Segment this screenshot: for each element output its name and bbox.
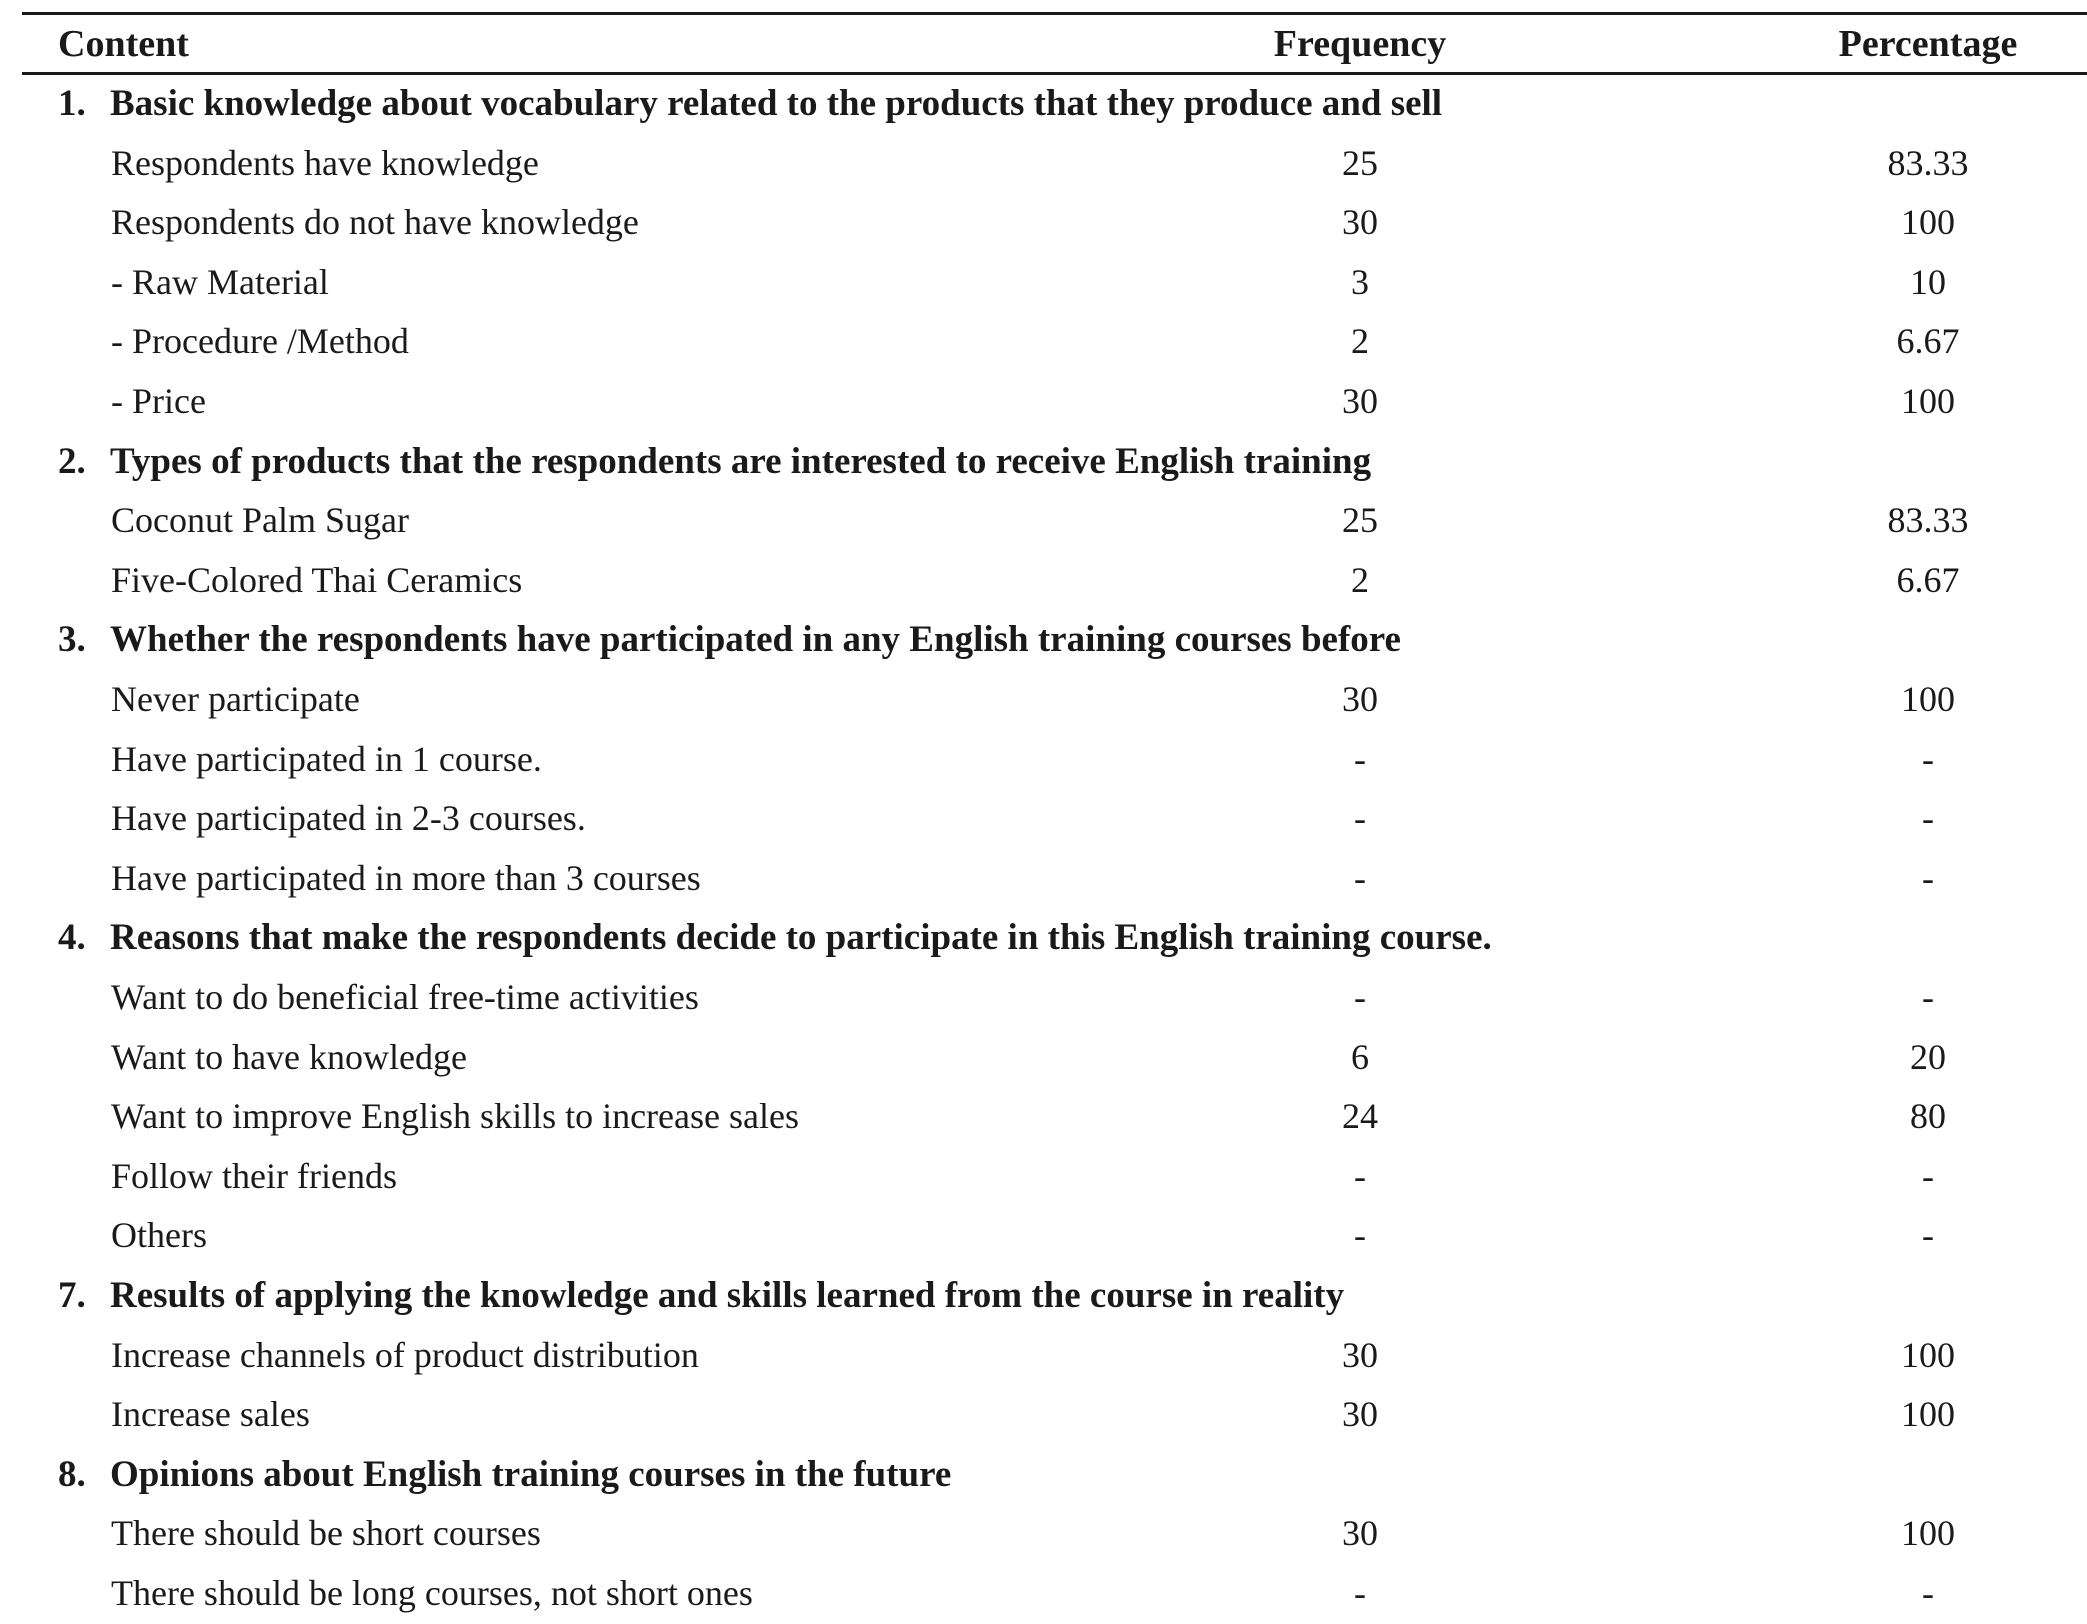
frequency-value: -	[1354, 857, 1366, 898]
table-row	[0, 1147, 2087, 1207]
frequency-value: 30	[1342, 679, 1378, 719]
section-heading	[58, 74, 1442, 134]
frequency-cell	[1351, 551, 1378, 611]
row-label: There should be long courses, not short ones	[111, 1573, 753, 1613]
percentage-value: -	[1922, 798, 1934, 839]
percentage-value: 6.67	[1896, 559, 1960, 600]
frequency-cell	[1354, 1147, 1372, 1207]
row-label: Never participate	[111, 679, 360, 719]
frequency-cell	[1354, 849, 1372, 909]
percentage-value: -	[1922, 738, 1934, 779]
row-label: Respondents do not have knowledge	[111, 202, 639, 243]
frequency-value: -	[1354, 977, 1366, 1017]
frequency-cell	[1342, 1087, 1396, 1147]
frequency-value: 3	[1351, 261, 1369, 302]
table-row	[0, 491, 2087, 551]
frequency-value: 30	[1342, 1513, 1378, 1554]
table-row	[0, 849, 2087, 909]
percentage-value: 100	[1901, 202, 1955, 243]
table-row	[0, 1326, 2087, 1386]
row-label: Want to have knowledge	[111, 1036, 467, 1077]
table-row	[0, 1504, 2087, 1564]
section-number: 2.	[58, 440, 86, 482]
frequency-cell	[1342, 134, 1396, 194]
section-heading	[58, 1266, 1344, 1326]
frequency-cell	[1351, 1028, 1378, 1088]
section-row	[0, 908, 2087, 968]
percentage-cell	[1910, 1087, 1964, 1147]
row-label: Respondents have knowledge	[111, 142, 539, 183]
table-row	[0, 730, 2087, 790]
table-row	[0, 1385, 2087, 1445]
percentage-cell	[1922, 1206, 1940, 1266]
percentage-value: -	[1922, 1573, 1934, 1613]
frequency-cell	[1342, 1326, 1396, 1386]
percentage-value: -	[1922, 977, 1934, 1017]
frequency-value: -	[1354, 1573, 1366, 1613]
percentage-value: 100	[1901, 381, 1955, 421]
frequency-cell	[1354, 968, 1372, 1028]
table-row	[0, 1028, 2087, 1088]
table-row	[0, 789, 2087, 849]
section-title: Reasons that make the respondents decide to participate in this English training course.	[110, 917, 1492, 959]
percentage-cell	[1922, 1147, 1940, 1207]
frequency-value: 30	[1342, 202, 1378, 243]
row-label: - Price	[111, 381, 206, 421]
row-label: Want to improve English skills to increase sales	[111, 1096, 799, 1137]
row-label: - Raw Material	[111, 261, 329, 302]
frequency-cell	[1342, 670, 1396, 730]
section-title: Basic knowledge about vocabulary related to the products that they produce and sell	[110, 83, 1443, 124]
percentage-value: 100	[1901, 679, 1955, 719]
percentage-cell	[1896, 551, 1991, 611]
section-row	[0, 432, 2087, 492]
table-row	[0, 1564, 2087, 1624]
percentage-cell	[1901, 670, 1982, 730]
percentage-value: 80	[1910, 1096, 1946, 1137]
table-row	[0, 193, 2087, 253]
frequency-value: 25	[1342, 142, 1378, 183]
percentage-cell	[1922, 968, 1940, 1028]
frequency-value: -	[1354, 738, 1366, 779]
frequency-cell	[1354, 1564, 1372, 1624]
frequency-value: 2	[1351, 321, 1369, 362]
frequency-value: -	[1354, 798, 1366, 839]
row-label: Increase sales	[111, 1394, 310, 1435]
table-top-rule	[22, 12, 2087, 15]
percentage-cell	[1901, 372, 1982, 432]
row-label: Have participated in 2-3 courses.	[111, 798, 586, 839]
percentage-cell	[1910, 1028, 1964, 1088]
table-row	[0, 670, 2087, 730]
percentage-value: 100	[1901, 1334, 1955, 1375]
frequency-cell	[1342, 1504, 1396, 1564]
percentage-value: -	[1922, 857, 1934, 898]
percentage-value: 20	[1910, 1036, 1946, 1077]
section-heading	[58, 432, 1371, 492]
percentage-value: -	[1922, 1215, 1934, 1256]
table-row	[0, 1206, 2087, 1266]
row-label: Five-Colored Thai Ceramics	[111, 559, 523, 600]
frequency-value: 24	[1342, 1096, 1378, 1137]
frequency-value: -	[1354, 1155, 1366, 1196]
percentage-value: -	[1922, 1155, 1934, 1196]
percentage-value: 100	[1901, 1394, 1955, 1435]
table-row	[0, 968, 2087, 1028]
percentage-value: 83.33	[1887, 142, 1969, 183]
section-number: 8.	[58, 1453, 86, 1495]
header-content: Content	[58, 23, 189, 65]
row-label: Have participated in 1 course.	[111, 738, 542, 779]
row-label: - Procedure /Method	[111, 321, 409, 362]
percentage-value: 10	[1910, 261, 1946, 302]
percentage-cell	[1901, 1326, 1982, 1386]
frequency-value: 6	[1351, 1036, 1369, 1077]
frequency-cell	[1342, 491, 1396, 551]
percentage-cell	[1901, 1504, 1982, 1564]
row-label: Have participated in more than 3 courses	[111, 857, 701, 898]
percentage-cell	[1922, 789, 1940, 849]
row-label: Coconut Palm Sugar	[111, 500, 409, 541]
section-number: 1.	[58, 83, 86, 124]
section-heading	[58, 610, 1401, 670]
frequency-cell	[1351, 312, 1378, 372]
percentage-cell	[1901, 193, 1982, 253]
percentage-cell	[1910, 253, 1964, 313]
percentage-value: 6.67	[1896, 321, 1960, 362]
row-label: Increase channels of product distribution	[111, 1334, 699, 1375]
frequency-cell	[1342, 193, 1396, 253]
frequency-cell	[1342, 372, 1396, 432]
section-title: Opinions about English training courses in the future	[110, 1453, 952, 1495]
section-title: Whether the respondents have participated in any English training courses before	[110, 619, 1401, 661]
row-label: Others	[111, 1215, 207, 1256]
row-label: There should be short courses	[111, 1513, 541, 1554]
section-row	[0, 1266, 2087, 1326]
percentage-cell	[1901, 1385, 1982, 1445]
table-row	[0, 372, 2087, 432]
frequency-cell	[1342, 1385, 1396, 1445]
percentage-cell	[1922, 730, 1940, 790]
section-heading	[58, 1445, 951, 1505]
section-title: Results of applying the knowledge and skills learned from the course in reality	[110, 1275, 1345, 1316]
table-row	[0, 134, 2087, 194]
table-row	[0, 312, 2087, 372]
table-page: Content Frequency Percentage 1. Basic knowledge about vocabulary related to the products that they produce and sell Respondents have knowledge 25 83.33 Respondents do not have knowledge 30 100 - Raw Material 3 10 - Procedure /Method 2 6.67 - Price 30 100 2. Types of products that the respondents are interested to receive English training Coconut Palm Sugar 25 83.33 Five-Colored Thai Ceramics 2 6.67 3. Whether the respondents have participated in any English training courses before Never participate 30 100 Have participated in 1 course. - - Have participated in 2-3 courses. - - Have participated in more than 3 courses - - 4. Reasons that make the respondents decide to participate in this English training course. Want to do beneficial free-time activities - - Want to have knowledge 6 20 Want to improve English skills to increase sales 24 80 Follow their friends - - Others - - 7. Results of applying the knowledge and skills learned from the course in reality Increase channels of product distribution 30 100 Increase sales 30 100 8. Opinions about English training courses in the future There should be short courses 30 100 There should be long courses, not short ones - -	[0, 0, 2087, 1608]
frequency-cell	[1354, 730, 1372, 790]
frequency-cell	[1354, 1206, 1372, 1266]
section-number: 7.	[58, 1275, 86, 1316]
section-title: Types of products that the respondents are interested to receive English training	[110, 440, 1372, 482]
frequency-value: 30	[1342, 1394, 1378, 1435]
section-row	[0, 74, 2087, 134]
frequency-value: -	[1354, 1215, 1366, 1256]
percentage-value: 100	[1901, 1513, 1955, 1554]
percentage-cell	[1896, 312, 1991, 372]
section-row	[0, 610, 2087, 670]
section-number: 3.	[58, 619, 86, 661]
section-heading	[58, 908, 1492, 968]
frequency-value: 2	[1351, 559, 1369, 600]
section-row	[0, 1445, 2087, 1505]
percentage-cell	[1922, 849, 1940, 909]
frequency-cell	[1354, 789, 1372, 849]
percentage-cell	[1922, 1564, 1940, 1624]
percentage-cell	[1887, 134, 2009, 194]
table-row	[0, 551, 2087, 611]
row-label: Follow their friends	[111, 1155, 397, 1196]
frequency-value: 25	[1342, 500, 1378, 541]
frequency-cell	[1351, 253, 1378, 313]
percentage-cell	[1887, 491, 2009, 551]
frequency-value: 30	[1342, 1334, 1378, 1375]
percentage-value: 83.33	[1887, 500, 1969, 541]
frequency-value: 30	[1342, 381, 1378, 421]
table-row	[0, 253, 2087, 313]
row-label: Want to do beneficial free-time activities	[111, 977, 699, 1017]
table-row	[0, 1087, 2087, 1147]
section-number: 4.	[58, 917, 86, 959]
